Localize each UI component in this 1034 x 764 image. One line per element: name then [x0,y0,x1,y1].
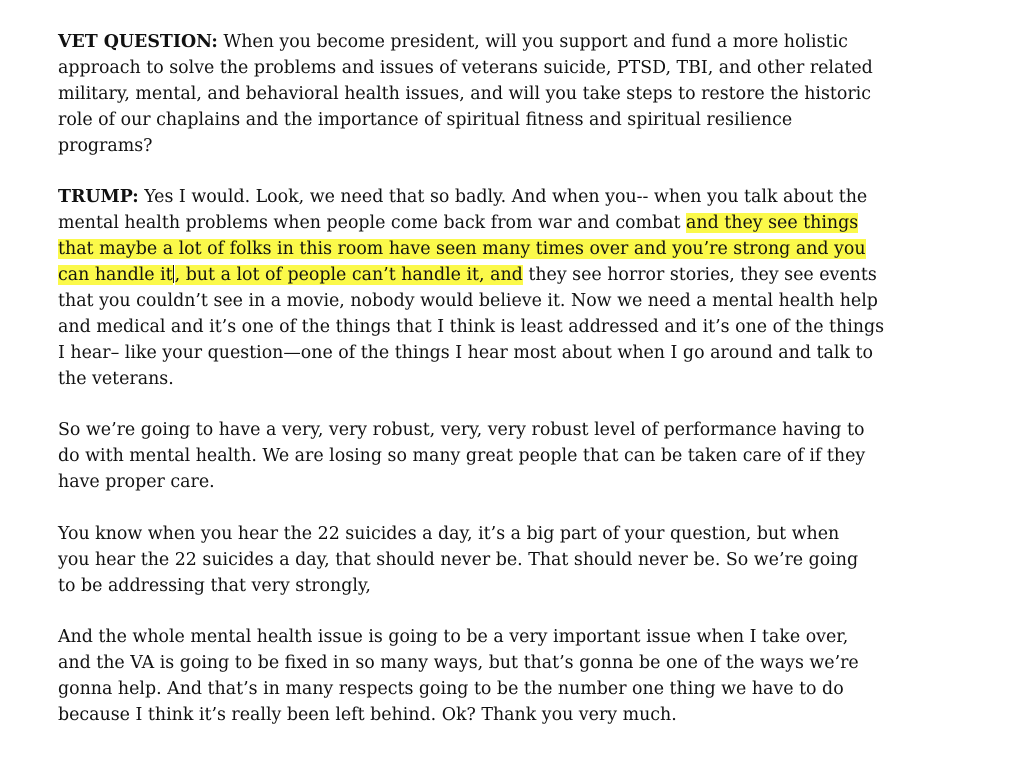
text-line: because I think it’s really been left behind. Ok? Thank you very much. [58,705,677,726]
text-run: they see horror stories, they see events [522,265,877,286]
body-paragraph [58,625,938,729]
text-line: and the VA is going to be fixed in so many ways, but that’s gonna be one of the ways we’re [58,653,859,674]
highlighted-text: that maybe a lot of folks in this room have seen many times over and you’re strong and you [58,239,866,260]
text-run: Yes I would. Look, we need that so badly. And when you-- when you talk about the [144,187,868,208]
text-line [58,263,938,289]
speaker-label: TRUMP: [58,187,139,208]
highlighted-text: and they see things [686,213,859,234]
text-line [58,211,938,237]
text-line: you hear the 22 suicides a day, that should never be. That should never be. So we’re going [58,549,859,570]
text-line: I hear– like your question—one of the things I hear most about when I go around and talk to [58,342,873,363]
body-paragraph [58,522,938,600]
text-line: military, mental, and behavioral health issues, and will you take steps to restore the historic [58,83,871,104]
text-line: approach to solve the problems and issues of veterans suicide, PTSD, TBI, and other related [58,57,873,78]
text-line: that you couldn’t see in a movie, nobody would believe it. Now we need a mental health help [58,290,878,311]
text-line: gonna help. And that’s in many respects going to be the number one thing we have to do [58,679,844,700]
text-line: You know when you hear the 22 suicides a day, it’s a big part of your question, but when [58,523,840,544]
text-line: the veterans. [58,368,174,389]
text-line: So we’re going to have a very, very robust, very, very robust level of performance having to [58,420,865,441]
highlighted-text: , but a lot of people can’t handle it, and [174,265,523,286]
text-line [58,185,938,211]
text-line [58,30,938,56]
text-line: and medical and it’s one of the things that I think is least addressed and it’s one of the things [58,316,885,337]
text-line: programs? [58,135,153,156]
text-run: mental health problems when people come back from war and combat [58,213,687,234]
speaker-label: VET QUESTION: [58,32,218,52]
text-line: And the whole mental health issue is going to be a very important issue when I take over, [58,627,849,648]
transcript-body [58,30,938,755]
text-line: do with mental health. We are losing so many great people that can be taken care of if they [58,446,866,467]
text-line [58,237,938,263]
body-paragraph [58,418,938,496]
text-line: to be addressing that very strongly, [58,575,371,596]
vet-question-paragraph [58,30,938,159]
text-line: role of our chaplains and the importance of spiritual fitness and spiritual resilience [58,109,793,130]
text-line: have proper care. [58,472,215,493]
text-run: When you become president, will you support and fund a more holistic [223,32,848,52]
highlighted-text: can handle it [58,265,173,286]
trump-answer-paragraph [58,185,938,392]
text-cursor [173,265,174,283]
